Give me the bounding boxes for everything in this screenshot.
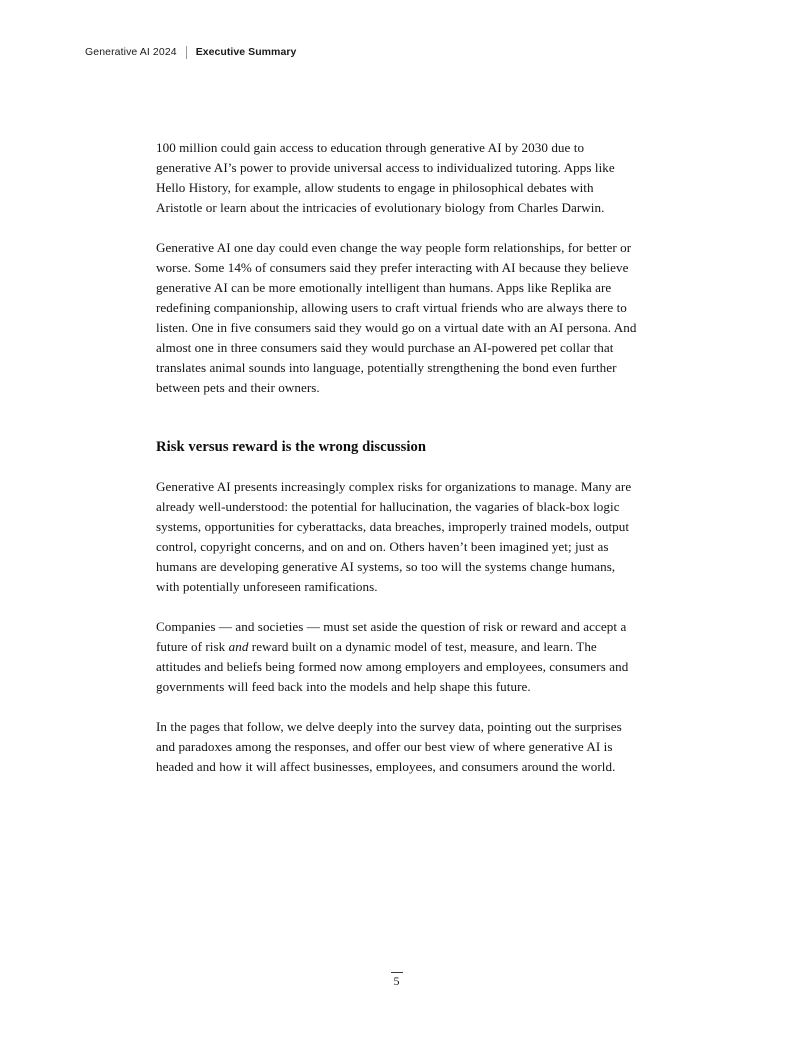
running-head	[85, 45, 296, 59]
paragraph-companies-lead: Companies — and societies — must set aside the question of risk or reward and accept a future of risk	[156, 619, 627, 654]
page-number: 5	[393, 974, 400, 988]
paragraph-pages-that-follow: In the pages that follow, we delve deeply into the survey data, pointing out the surprises and paradoxes among the responses, and offer our best view of where generative AI is headed and how it will affect businesses, employees, and consumers around the world.	[156, 719, 622, 774]
running-head-section-title: Executive Summary	[195, 46, 297, 58]
running-head-divider	[186, 46, 187, 59]
paragraph-education: 100 million could gain access to education through generative AI by 2030 due to generative AI’s power to provide universal access to individualized tutoring. Apps like Hello History, for example, allow students to engage in philosophical debates with Aristotle or learn about the intricacies of evolutionary biology from Charles Darwin.	[156, 140, 615, 215]
folio-rule	[391, 972, 403, 973]
paragraph-relationships: Generative AI one day could even change the way people form relationships, for better or worse. Some 14% of consumers said they prefer interacting with AI because they believe generative AI can be more emotionally intelligent than humans. Apps like Replika are redefining companionship, allowing users to craft virtual friends who are always there to listen. One in five consumers said they would go on a virtual date with an AI persona. And almost one in three consumers said they would purchase an AI-powered pet collar that translates animal sounds into language, potentially strengthening the bond even further between pets and their owners.	[156, 240, 637, 395]
running-head-doc-title: Generative AI 2024	[85, 46, 177, 58]
body-content	[156, 138, 638, 777]
paragraph-companies-societies	[156, 617, 638, 697]
paragraph-companies-tail: reward built on a dynamic model of test, measure, and learn. The attitudes and beliefs being formed now among employers and employees, consumers and governments will feed back into the models and help shape this future.	[156, 639, 629, 694]
section-heading-risk-reward: Risk versus reward is the wrong discussion	[156, 439, 427, 455]
paragraph-companies-italic: and	[228, 639, 249, 654]
page-folio	[0, 972, 793, 988]
paragraph-risks: Generative AI presents increasingly complex risks for organizations to manage. Many are already well-understood: the potential for hallucination, the vagaries of black-box logic systems, opportunities for cyberattacks, data breaches, improperly trained models, output control, copyright concerns, and on and on. Others haven’t been imagined yet; just as humans are developing generative AI systems, so too will the systems change humans, with potentially unforeseen ramifications.	[156, 479, 632, 594]
